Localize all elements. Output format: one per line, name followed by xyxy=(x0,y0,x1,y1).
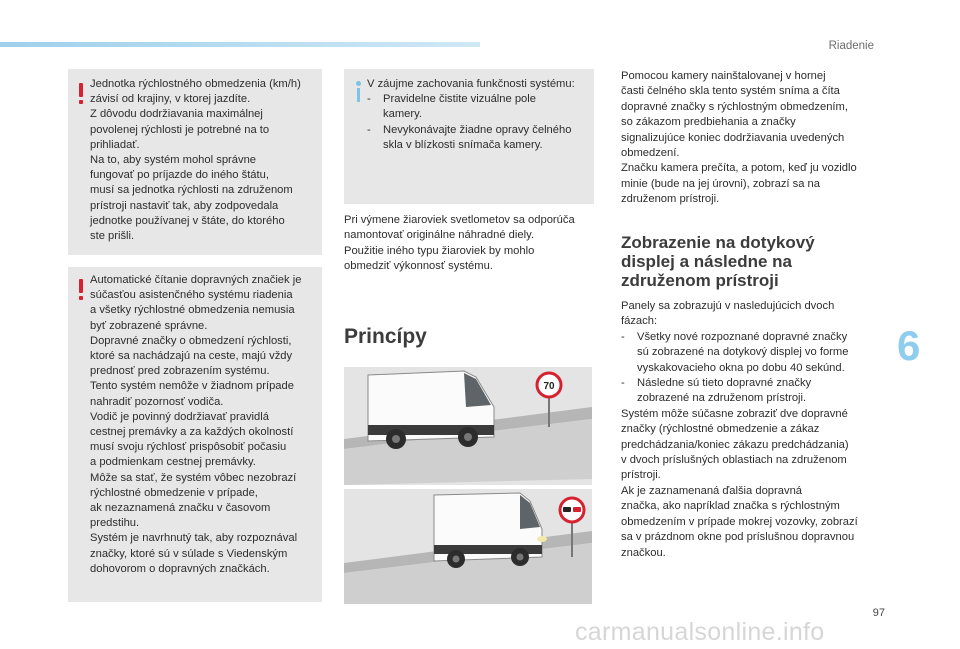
warning-text: Jednotka rýchlostného obmedzenia (km/h) závisí od krajiny, v ktorej jazdíte. Z dôvodu dodržiavania maximálnej povolenej rýchlosti je potrebné na to prihliadať. Na to, aby systém mohol správne fungovať po príjazde do iného štátu, musí sa jednotka rýchlosti na združenom prístroji nastaviť tak, aby zodpovedala jednotke používanej v štáte, do ktorého ste prišli. xyxy=(90,78,301,243)
van-traffic-sign-illustration xyxy=(344,367,592,604)
warning-box-units xyxy=(68,69,322,255)
headlamp-note: Pri výmene žiaroviek svetlometov sa odporúča namontovať originálne náhradné diely. Použitie iného typu žiaroviek by mohlo obmedziť výkonnosť systému. xyxy=(344,214,575,273)
warning-icon xyxy=(78,279,84,301)
van-lower xyxy=(434,493,547,568)
display-phase-item: - Všetky nové rozpoznané dopravné značky sú zobrazené na dotykový displej vo forme vyskakovacieho okna po dobu 40 sekúnd. xyxy=(621,330,891,376)
van-upper xyxy=(368,371,494,449)
page-number: 97 xyxy=(872,607,885,619)
warning-icon xyxy=(78,83,84,105)
display-section-heading: Zobrazenie na dotykový displej a následne na združenom prístroji xyxy=(621,233,815,290)
info-icon xyxy=(354,81,364,103)
info-box-maintenance xyxy=(344,69,594,204)
header-accent-bar xyxy=(0,42,480,47)
chapter-number: 6 xyxy=(897,322,921,369)
info-item: - Nevykonávajte žiadne opravy čelného skla v blízkosti snímača kamery. xyxy=(367,123,592,153)
principles-heading: Princípy xyxy=(344,325,427,348)
display-section-body: Panely sa zobrazujú v nasledujúcich dvoch fázach: - Všetky nové rozpoznané dopravné značky sú zobrazené na dotykový displej vo forme vyskakovacieho okna po dobu 40 sekúnd. - Následne sú tieto dopravné značky zobrazené na združenom prístroji. Systém môže súčasne zobraziť dve dopravné značky (rýchlostné obmedzenie a zákaz predchádzania/koniec zákazu predchádzania) v dvoch príslušných oblastiach na združenom prístroji. Ak je zaznamenaná ďalšia dopravná značka, ako napríklad značka s rýchlostným obmedzením v prípade mokrej vozovky, zobrazí sa v prázdnom okne pod príslušnou dopravnou značkou. xyxy=(621,299,891,561)
warning-text: Automatické čítanie dopravných značiek je súčasťou asistenčného systému riadenia a všetky rýchlostné obmedzenia nemusia byť zobrazené správne. Dopravné značky o obmedzení rýchlosti, ktoré sa nachádzajú na ceste, majú vždy prednosť pred zobrazením systému. Tento systém nemôže v žiadnom prípade nahradiť pozornosť vodiča. Vodič je povinný dodržiavať pravidlá cestnej premávky a za každých okolností musí svoju rýchlosť prispôsobiť počasiu a podmienkam cestnej premávky. Môže sa stať, že systém vôbec nezobrazí rýchlostné obmedzenie v prípade, ak nezaznamená značku v časovom predstihu. Systém je navrhnutý tak, aby rozpoznával značky, ktoré sú v súlade s Viedenským dohovorom o dopravných značkách. xyxy=(90,274,302,575)
display-phase-item: - Následne sú tieto dopravné značky zobrazené na združenom prístroji. xyxy=(621,376,891,407)
info-item: - Pravidelne čistite vizuálne pole kamery. xyxy=(367,92,592,122)
system-description: Pomocou kamery nainštalovanej v hornej časti čelného skla tento systém sníma a číta dopravné značky s rýchlostným obmedzením, so zákazom predbiehania a značky signalizujúce koniec dodržiavania uvedených obmedzení. Značku kamera prečíta, a potom, keď ju vozidlo minie (bude na jej úrovni), zobrazí sa na združenom prístroji. xyxy=(621,70,857,206)
svg-text:70: 70 xyxy=(543,381,555,392)
info-text: V záujme zachovania funkčnosti systému: - Pravidelne čistite vizuálne pole kamery. - Nevykonávajte žiadne opravy čelného skla v blízkosti snímača kamery. xyxy=(367,77,592,153)
section-name: Riadenie xyxy=(828,40,874,52)
watermark: carmanualsonline.info xyxy=(575,618,825,646)
warning-box-reading xyxy=(68,267,322,602)
